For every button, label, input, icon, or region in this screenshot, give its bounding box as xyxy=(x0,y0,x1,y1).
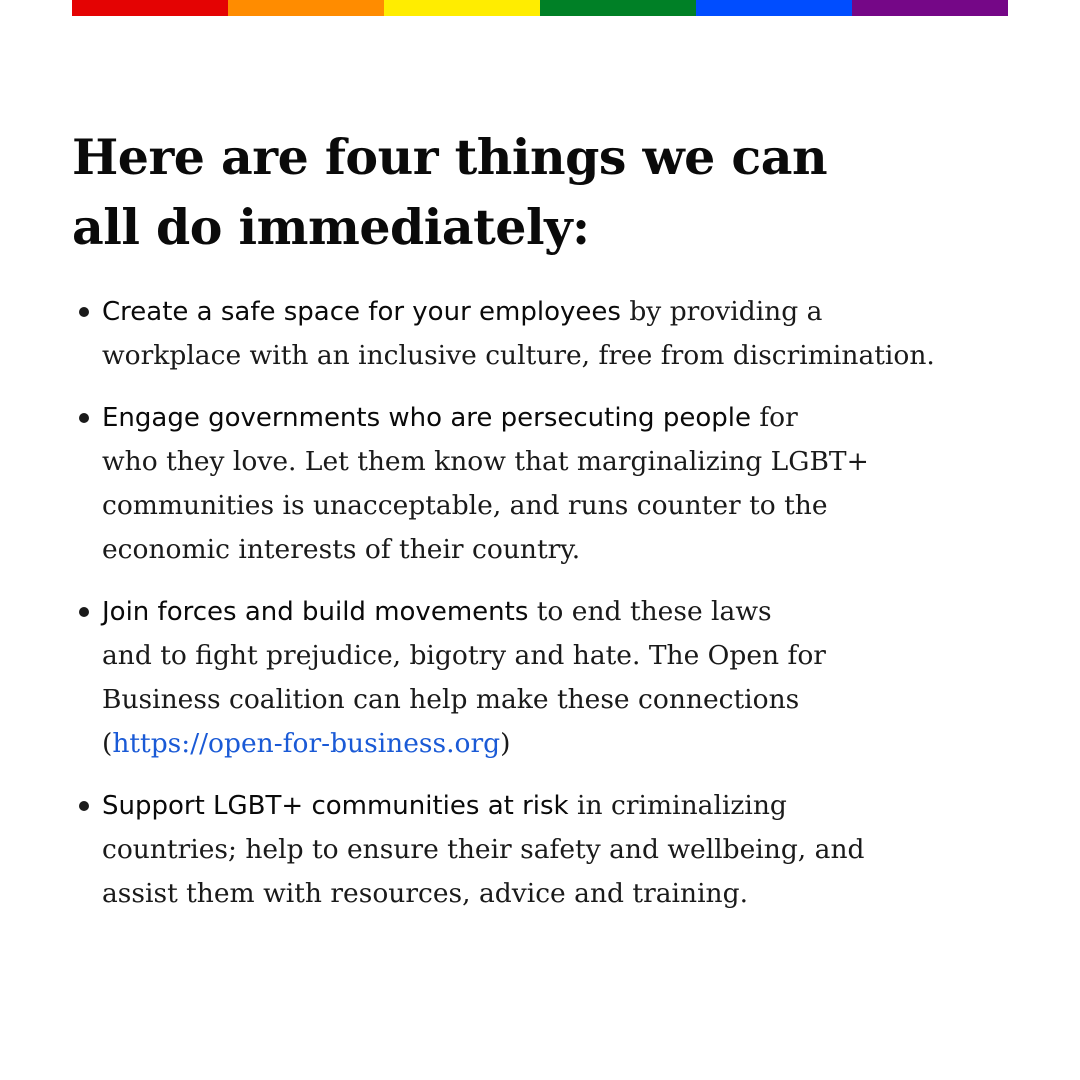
rainbow-stripe xyxy=(72,0,1008,16)
item-text: in criminalizing xyxy=(568,790,787,821)
stripe-yellow xyxy=(384,0,540,16)
item-line xyxy=(102,290,1008,334)
item-text: for xyxy=(750,402,798,433)
page-title xyxy=(72,122,1008,262)
stripe-blue xyxy=(696,0,852,16)
title-line-2: all do immediately: xyxy=(72,198,590,256)
bullet-icon xyxy=(79,307,89,317)
item-lead: Support LGBT+ communities at risk xyxy=(102,791,569,821)
item-line: and to fight prejudice, bigotry and hate. The Open for xyxy=(102,640,826,671)
item-line: countries; help to ensure their safety and wellbeing, and xyxy=(102,834,865,865)
item-line xyxy=(102,590,1008,634)
list-item xyxy=(72,784,1008,916)
open-for-business-link[interactable]: https://open-for-business.org xyxy=(112,728,501,759)
item-line xyxy=(102,722,1008,766)
item-line: workplace with an inclusive culture, free from discrimination. xyxy=(102,340,935,371)
stripe-red xyxy=(72,0,228,16)
item-line xyxy=(102,396,1008,440)
bullet-icon xyxy=(79,413,89,423)
item-line: who they love. Let them know that marginalizing LGBT+ xyxy=(102,446,869,477)
item-text: to end these laws xyxy=(528,596,772,627)
bullet-icon xyxy=(79,607,89,617)
item-lead: Engage governments who are persecuting people xyxy=(102,403,751,433)
item-line: communities is unacceptable, and runs counter to the xyxy=(102,490,828,521)
item-line: assist them with resources, advice and training. xyxy=(102,878,749,909)
item-lead: Join forces and build movements xyxy=(102,597,529,627)
list-item xyxy=(72,396,1008,572)
list-item xyxy=(72,290,1008,378)
action-list xyxy=(72,290,1008,934)
bullet-icon xyxy=(79,801,89,811)
item-line: economic interests of their country. xyxy=(102,534,581,565)
stripe-green xyxy=(540,0,696,16)
paren-open: ( xyxy=(102,728,113,759)
item-line xyxy=(102,784,1008,828)
stripe-purple xyxy=(852,0,1008,16)
stripe-orange xyxy=(228,0,384,16)
title-line-1: Here are four things we can xyxy=(72,128,828,186)
item-text: by providing a xyxy=(620,296,823,327)
item-lead: Create a safe space for your employees xyxy=(102,297,621,327)
paren-close: ) xyxy=(500,728,511,759)
item-line: Business coalition can help make these connections xyxy=(102,684,800,715)
list-item xyxy=(72,590,1008,766)
